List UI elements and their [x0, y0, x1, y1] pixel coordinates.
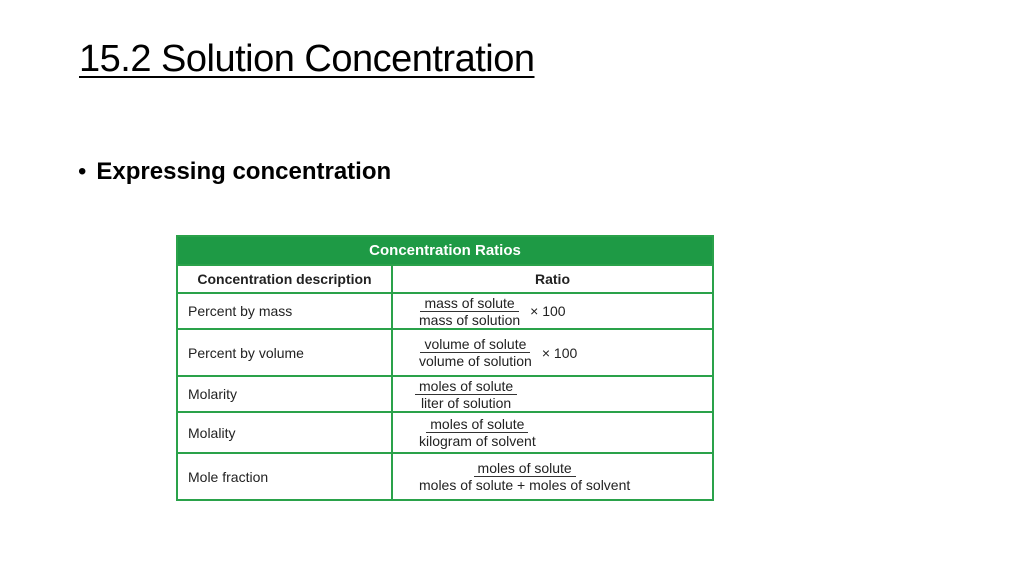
table-column-header-row	[178, 264, 712, 292]
ratio-denominator: volume of solution	[419, 353, 532, 369]
row-ratio	[393, 454, 712, 499]
ratio-denominator: moles of solute + moles of solvent	[419, 477, 631, 493]
table-row	[178, 411, 712, 452]
ratio-denominator: mass of solution	[419, 311, 521, 328]
table-row	[178, 328, 712, 375]
row-ratio	[393, 330, 712, 375]
column-header-ratio: Ratio	[535, 271, 570, 287]
row-description: Molarity	[178, 377, 393, 411]
ratio-fraction	[415, 379, 517, 410]
ratio-numerator: moles of solute	[415, 379, 517, 395]
column-header-description: Concentration description	[178, 266, 393, 292]
bullet-item	[78, 156, 391, 188]
row-ratio	[393, 413, 712, 452]
ratio-fraction	[415, 461, 634, 492]
row-description: Mole fraction	[178, 454, 393, 499]
table-row	[178, 292, 712, 328]
slide-title: 15.2 Solution Concentration	[79, 38, 535, 80]
row-description: Percent by volume	[178, 330, 393, 375]
ratio-fraction	[415, 337, 536, 368]
table-row	[178, 452, 712, 499]
table-row	[178, 375, 712, 411]
row-ratio	[393, 377, 712, 411]
ratio-fraction	[415, 296, 524, 327]
bullet-dot: •	[78, 158, 87, 185]
ratio-multiplier: × 100	[530, 303, 566, 319]
ratio-numerator: moles of solute	[474, 461, 576, 477]
ratio-denominator: kilogram of solvent	[419, 433, 536, 449]
ratio-multiplier: × 100	[541, 344, 578, 361]
ratio-numerator: moles of solute	[426, 417, 528, 433]
row-ratio	[393, 294, 712, 328]
bullet-text: Expressing concentration	[96, 158, 392, 185]
table-title: Concentration Ratios	[178, 237, 712, 264]
ratio-fraction	[415, 417, 540, 448]
row-description: Percent by mass	[178, 294, 393, 328]
ratio-numerator: volume of solute	[420, 337, 530, 353]
ratio-numerator: mass of solute	[420, 296, 518, 312]
concentration-ratios-table	[176, 235, 714, 501]
row-description: Molality	[178, 413, 393, 452]
ratio-denominator: liter of solution	[420, 394, 512, 411]
